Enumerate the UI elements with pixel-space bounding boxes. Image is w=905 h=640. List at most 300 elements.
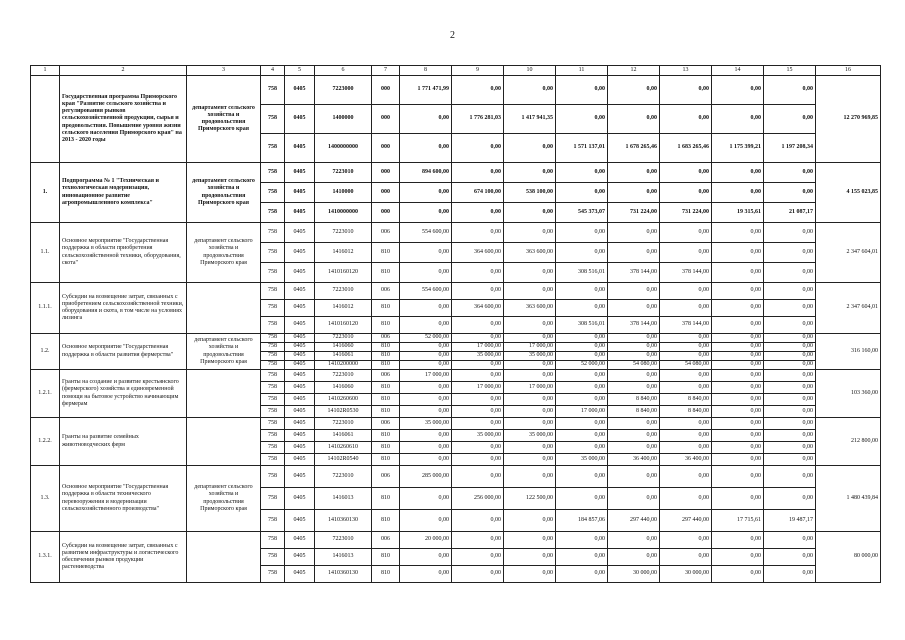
amount-cell: 0,00: [764, 352, 816, 361]
code-cell: 7223010: [315, 163, 372, 183]
code-cell: 1410200000: [315, 361, 372, 370]
amount-cell: 0,00: [452, 283, 504, 300]
amount-cell: 0,00: [504, 394, 556, 406]
amount-cell: 0,00: [712, 454, 764, 466]
amount-cell: 0,00: [660, 343, 712, 352]
column-header: 14: [712, 66, 764, 76]
column-header: 1: [31, 66, 60, 76]
column-header: 15: [764, 66, 816, 76]
amount-cell: 17 715,61: [712, 510, 764, 532]
column-header: 6: [315, 66, 372, 76]
amount-cell: 8 840,00: [608, 406, 660, 418]
column-header: 8: [400, 66, 452, 76]
code-cell: 7223010: [315, 370, 372, 382]
amount-cell: 0,00: [660, 549, 712, 566]
code-cell: 0405: [285, 418, 315, 430]
amount-cell: 0,00: [400, 488, 452, 510]
row-name: Основное мероприятие "Государственная поддержка в области технического перевооружения и модернизации сельскохозяйственного производства": [60, 466, 187, 532]
amount-cell: 0,00: [660, 532, 712, 549]
table-row: [31, 418, 881, 430]
amount-cell: 1 771 471,99: [400, 76, 452, 105]
code-cell: 1416013: [315, 549, 372, 566]
code-cell: 810: [372, 488, 400, 510]
code-cell: 000: [372, 183, 400, 203]
amount-cell: 0,00: [400, 317, 452, 334]
amount-cell: 0,00: [712, 283, 764, 300]
row-responsible: департамент сельского хозяйства и продовольствия Приморского края: [187, 466, 261, 532]
amount-cell: 0,00: [712, 317, 764, 334]
amount-cell: 0,00: [660, 163, 712, 183]
amount-cell: 0,00: [452, 406, 504, 418]
amount-cell: 0,00: [764, 317, 816, 334]
amount-cell: 285 000,00: [400, 466, 452, 488]
amount-cell: 0,00: [660, 243, 712, 263]
amount-cell: 0,00: [556, 283, 608, 300]
amount-cell: 21 087,17: [764, 203, 816, 223]
amount-cell: 0,00: [504, 317, 556, 334]
code-cell: 14102R0540: [315, 454, 372, 466]
row-total: 4 155 023,85: [816, 163, 881, 223]
code-cell: 1400000000: [315, 134, 372, 163]
amount-cell: 0,00: [764, 442, 816, 454]
amount-cell: 0,00: [400, 300, 452, 317]
page-number: 2: [450, 30, 455, 41]
amount-cell: 731 224,00: [660, 203, 712, 223]
amount-cell: 0,00: [556, 163, 608, 183]
code-cell: 1410000: [315, 183, 372, 203]
amount-cell: 378 144,00: [608, 263, 660, 283]
code-cell: 758: [261, 454, 285, 466]
row-index: [31, 76, 60, 163]
code-cell: 14102R0530: [315, 406, 372, 418]
amount-cell: 0,00: [764, 549, 816, 566]
amount-cell: 554 600,00: [400, 283, 452, 300]
amount-cell: 0,00: [504, 134, 556, 163]
code-cell: 758: [261, 163, 285, 183]
table-row: [31, 334, 881, 343]
code-cell: 810: [372, 317, 400, 334]
column-header: 7: [372, 66, 400, 76]
amount-cell: 0,00: [608, 549, 660, 566]
column-header: 5: [285, 66, 315, 76]
amount-cell: 0,00: [764, 466, 816, 488]
table-row: [31, 466, 881, 488]
amount-cell: 35 000,00: [452, 430, 504, 442]
amount-cell: 0,00: [660, 183, 712, 203]
amount-cell: 0,00: [712, 361, 764, 370]
amount-cell: 0,00: [712, 263, 764, 283]
amount-cell: 0,00: [504, 418, 556, 430]
amount-cell: 0,00: [452, 394, 504, 406]
code-cell: 810: [372, 566, 400, 583]
code-cell: 0405: [285, 394, 315, 406]
column-header: 3: [187, 66, 261, 76]
amount-cell: 0,00: [452, 263, 504, 283]
table-row: [31, 76, 881, 105]
amount-cell: 52 000,00: [556, 361, 608, 370]
row-responsible: департамент сельского хозяйства и продовольствия Приморского края: [187, 76, 261, 163]
amount-cell: 0,00: [764, 382, 816, 394]
amount-cell: 0,00: [712, 105, 764, 134]
code-cell: 0405: [285, 243, 315, 263]
code-cell: 810: [372, 343, 400, 352]
amount-cell: 0,00: [556, 566, 608, 583]
amount-cell: 0,00: [452, 203, 504, 223]
amount-cell: 0,00: [608, 334, 660, 343]
code-cell: 0405: [285, 163, 315, 183]
table-row: [31, 223, 881, 243]
code-cell: 0405: [285, 370, 315, 382]
code-cell: 006: [372, 283, 400, 300]
amount-cell: 0,00: [660, 334, 712, 343]
amount-cell: 0,00: [712, 223, 764, 243]
amount-cell: 0,00: [660, 105, 712, 134]
amount-cell: 0,00: [452, 223, 504, 243]
amount-cell: 8 840,00: [608, 394, 660, 406]
amount-cell: 30 000,00: [608, 566, 660, 583]
amount-cell: 35 000,00: [504, 430, 556, 442]
amount-cell: 0,00: [504, 406, 556, 418]
amount-cell: 0,00: [608, 343, 660, 352]
amount-cell: 0,00: [764, 406, 816, 418]
row-index: 1.2.: [31, 334, 60, 370]
amount-cell: 0,00: [400, 394, 452, 406]
row-index: 1.3.1.: [31, 532, 60, 583]
amount-cell: 256 000,00: [452, 488, 504, 510]
amount-cell: 0,00: [452, 566, 504, 583]
row-index: 1.1.1.: [31, 283, 60, 334]
amount-cell: 0,00: [764, 454, 816, 466]
amount-cell: 0,00: [660, 418, 712, 430]
amount-cell: 36 400,00: [660, 454, 712, 466]
code-cell: 000: [372, 134, 400, 163]
amount-cell: 0,00: [660, 370, 712, 382]
code-cell: 0405: [285, 317, 315, 334]
code-cell: 1416061: [315, 352, 372, 361]
row-total: 2 347 604,01: [816, 283, 881, 334]
code-cell: 0405: [285, 283, 315, 300]
amount-cell: 0,00: [556, 394, 608, 406]
code-cell: 758: [261, 361, 285, 370]
amount-cell: 0,00: [660, 352, 712, 361]
row-name: Субсидии на возмещение затрат, связанных с приобретением сельскохозяйственной техники, оборудования и скота, в том числе на условиях лизинга: [60, 283, 187, 334]
amount-cell: 0,00: [452, 510, 504, 532]
amount-cell: 297 440,00: [608, 510, 660, 532]
code-cell: 810: [372, 300, 400, 317]
amount-cell: 0,00: [556, 300, 608, 317]
code-cell: 810: [372, 243, 400, 263]
amount-cell: 19 487,17: [764, 510, 816, 532]
code-cell: 7223010: [315, 532, 372, 549]
code-cell: 758: [261, 566, 285, 583]
amount-cell: 0,00: [764, 370, 816, 382]
amount-cell: 0,00: [608, 352, 660, 361]
table-row: [31, 532, 881, 549]
code-cell: 1410360130: [315, 566, 372, 583]
amount-cell: 0,00: [556, 532, 608, 549]
amount-cell: 35 000,00: [556, 454, 608, 466]
amount-cell: 0,00: [764, 183, 816, 203]
code-cell: 758: [261, 134, 285, 163]
amount-cell: 0,00: [400, 442, 452, 454]
amount-cell: 0,00: [556, 334, 608, 343]
row-total: 80 000,00: [816, 532, 881, 583]
budget-table: [30, 65, 881, 583]
amount-cell: 0,00: [452, 454, 504, 466]
amount-cell: 0,00: [764, 243, 816, 263]
column-header: 9: [452, 66, 504, 76]
row-index: 1.3.: [31, 466, 60, 532]
amount-cell: 674 100,00: [452, 183, 504, 203]
amount-cell: 54 080,00: [660, 361, 712, 370]
amount-cell: 0,00: [764, 300, 816, 317]
amount-cell: 0,00: [556, 352, 608, 361]
amount-cell: 17 000,00: [400, 370, 452, 382]
amount-cell: 0,00: [712, 183, 764, 203]
code-cell: 7223010: [315, 466, 372, 488]
amount-cell: 0,00: [400, 343, 452, 352]
code-cell: 0405: [285, 442, 315, 454]
row-name: Гранты на развитие семейных животноводческих ферм: [60, 418, 187, 466]
amount-cell: 364 600,00: [452, 243, 504, 263]
code-cell: 758: [261, 406, 285, 418]
amount-cell: 0,00: [556, 466, 608, 488]
amount-cell: 0,00: [452, 163, 504, 183]
amount-cell: 0,00: [660, 488, 712, 510]
amount-cell: 0,00: [764, 163, 816, 183]
amount-cell: 17 000,00: [556, 406, 608, 418]
row-name: Основное мероприятие "Государственная поддержка в области развития фермерства": [60, 334, 187, 370]
code-cell: 0405: [285, 343, 315, 352]
amount-cell: 0,00: [764, 488, 816, 510]
amount-cell: 538 100,00: [504, 183, 556, 203]
amount-cell: 0,00: [764, 430, 816, 442]
amount-cell: 17 000,00: [452, 343, 504, 352]
amount-cell: 363 600,00: [504, 300, 556, 317]
code-cell: 006: [372, 370, 400, 382]
amount-cell: 30 000,00: [660, 566, 712, 583]
amount-cell: 0,00: [504, 203, 556, 223]
amount-cell: 378 144,00: [660, 317, 712, 334]
column-header: 16: [816, 66, 881, 76]
amount-cell: 0,00: [556, 223, 608, 243]
amount-cell: 0,00: [712, 382, 764, 394]
amount-cell: 0,00: [712, 466, 764, 488]
amount-cell: 0,00: [504, 361, 556, 370]
amount-cell: 0,00: [712, 488, 764, 510]
amount-cell: 0,00: [764, 334, 816, 343]
amount-cell: 0,00: [452, 334, 504, 343]
amount-cell: 0,00: [764, 361, 816, 370]
amount-cell: 0,00: [452, 466, 504, 488]
code-cell: 1410260610: [315, 442, 372, 454]
code-cell: 758: [261, 317, 285, 334]
amount-cell: 1 417 941,35: [504, 105, 556, 134]
amount-cell: 0,00: [660, 430, 712, 442]
amount-cell: 0,00: [608, 163, 660, 183]
amount-cell: 0,00: [504, 370, 556, 382]
amount-cell: 17 000,00: [504, 343, 556, 352]
code-cell: 0405: [285, 406, 315, 418]
row-total: 212 800,00: [816, 418, 881, 466]
amount-cell: 364 600,00: [452, 300, 504, 317]
table-row: [31, 163, 881, 183]
code-cell: 0405: [285, 334, 315, 343]
column-header: 2: [60, 66, 187, 76]
amount-cell: 0,00: [452, 532, 504, 549]
amount-cell: 0,00: [712, 418, 764, 430]
amount-cell: 0,00: [764, 343, 816, 352]
amount-cell: 0,00: [660, 382, 712, 394]
code-cell: 758: [261, 183, 285, 203]
code-cell: 006: [372, 466, 400, 488]
amount-cell: 36 400,00: [608, 454, 660, 466]
amount-cell: 0,00: [400, 454, 452, 466]
code-cell: 758: [261, 510, 285, 532]
amount-cell: 0,00: [400, 566, 452, 583]
code-cell: 0405: [285, 454, 315, 466]
amount-cell: 554 600,00: [400, 223, 452, 243]
code-cell: 758: [261, 223, 285, 243]
amount-cell: 1 683 265,46: [660, 134, 712, 163]
code-cell: 1410160120: [315, 263, 372, 283]
amount-cell: 0,00: [660, 442, 712, 454]
code-cell: 0405: [285, 382, 315, 394]
amount-cell: 0,00: [400, 430, 452, 442]
code-cell: 0405: [285, 352, 315, 361]
amount-cell: 0,00: [764, 532, 816, 549]
amount-cell: 0,00: [400, 549, 452, 566]
column-header: 13: [660, 66, 712, 76]
code-cell: 0405: [285, 532, 315, 549]
code-cell: 758: [261, 382, 285, 394]
code-cell: 810: [372, 352, 400, 361]
amount-cell: 0,00: [660, 466, 712, 488]
amount-cell: 0,00: [556, 343, 608, 352]
table-row: [31, 370, 881, 382]
amount-cell: 0,00: [400, 361, 452, 370]
amount-cell: 894 600,00: [400, 163, 452, 183]
amount-cell: 0,00: [556, 418, 608, 430]
amount-cell: 52 000,00: [400, 334, 452, 343]
row-name: Подпрограмма № 1 "Техническая и технологическая модернизация, инновационное развитие агропромышленного комплекса": [60, 163, 187, 223]
code-cell: 0405: [285, 488, 315, 510]
amount-cell: 0,00: [712, 430, 764, 442]
row-responsible: [187, 283, 261, 334]
code-cell: 1416012: [315, 300, 372, 317]
amount-cell: 378 144,00: [608, 317, 660, 334]
amount-cell: 0,00: [608, 442, 660, 454]
code-cell: 758: [261, 105, 285, 134]
amount-cell: 363 600,00: [504, 243, 556, 263]
row-total: 316 160,00: [816, 334, 881, 370]
amount-cell: 0,00: [660, 76, 712, 105]
code-cell: 810: [372, 549, 400, 566]
amount-cell: 0,00: [556, 243, 608, 263]
amount-cell: 0,00: [400, 263, 452, 283]
amount-cell: 1 571 137,01: [556, 134, 608, 163]
amount-cell: 731 224,00: [608, 203, 660, 223]
amount-cell: 0,00: [504, 76, 556, 105]
amount-cell: 0,00: [452, 317, 504, 334]
code-cell: 7223000: [315, 76, 372, 105]
row-total: 103 360,00: [816, 370, 881, 418]
code-cell: 758: [261, 334, 285, 343]
code-cell: 1416012: [315, 243, 372, 263]
amount-cell: 0,00: [764, 263, 816, 283]
code-cell: 0405: [285, 466, 315, 488]
code-cell: 1410360130: [315, 510, 372, 532]
row-responsible: [187, 370, 261, 418]
amount-cell: 0,00: [504, 454, 556, 466]
amount-cell: 0,00: [764, 566, 816, 583]
amount-cell: 0,00: [660, 300, 712, 317]
amount-cell: 297 440,00: [660, 510, 712, 532]
amount-cell: 54 080,00: [608, 361, 660, 370]
code-cell: 810: [372, 454, 400, 466]
amount-cell: 0,00: [764, 283, 816, 300]
amount-cell: 0,00: [400, 243, 452, 263]
code-cell: 758: [261, 394, 285, 406]
code-cell: 000: [372, 76, 400, 105]
table-body: [31, 76, 881, 583]
amount-cell: 0,00: [504, 466, 556, 488]
amount-cell: 0,00: [400, 134, 452, 163]
row-total: 12 270 969,85: [816, 76, 881, 163]
amount-cell: 8 840,00: [660, 394, 712, 406]
column-header-row: [31, 66, 881, 76]
code-cell: 758: [261, 466, 285, 488]
code-cell: 758: [261, 343, 285, 352]
code-cell: 0405: [285, 263, 315, 283]
row-name: Гранты на создание и развитие крестьянского (фермерского) хозяйства и единовременной помощи на бытовое устройство начинающим фермерам: [60, 370, 187, 418]
amount-cell: 0,00: [452, 134, 504, 163]
amount-cell: 0,00: [608, 370, 660, 382]
amount-cell: 0,00: [556, 370, 608, 382]
amount-cell: 0,00: [556, 382, 608, 394]
amount-cell: 0,00: [608, 532, 660, 549]
code-cell: 758: [261, 430, 285, 442]
amount-cell: 0,00: [712, 163, 764, 183]
amount-cell: 0,00: [608, 418, 660, 430]
amount-cell: 17 000,00: [452, 382, 504, 394]
amount-cell: 1 678 265,46: [608, 134, 660, 163]
code-cell: 758: [261, 370, 285, 382]
code-cell: 758: [261, 263, 285, 283]
amount-cell: 0,00: [556, 76, 608, 105]
amount-cell: 0,00: [712, 334, 764, 343]
amount-cell: 0,00: [400, 406, 452, 418]
amount-cell: 184 857,06: [556, 510, 608, 532]
amount-cell: 19 315,61: [712, 203, 764, 223]
amount-cell: 20 000,00: [400, 532, 452, 549]
code-cell: 0405: [285, 430, 315, 442]
amount-cell: 0,00: [452, 418, 504, 430]
code-cell: 758: [261, 549, 285, 566]
amount-cell: 0,00: [712, 76, 764, 105]
code-cell: 000: [372, 105, 400, 134]
row-responsible: [187, 418, 261, 466]
code-cell: 0405: [285, 134, 315, 163]
code-cell: 0405: [285, 361, 315, 370]
amount-cell: 545 373,07: [556, 203, 608, 223]
code-cell: 0405: [285, 76, 315, 105]
code-cell: 0405: [285, 183, 315, 203]
amount-cell: 1 197 208,34: [764, 134, 816, 163]
amount-cell: 378 144,00: [660, 263, 712, 283]
row-index: 1.: [31, 163, 60, 223]
amount-cell: 0,00: [712, 300, 764, 317]
